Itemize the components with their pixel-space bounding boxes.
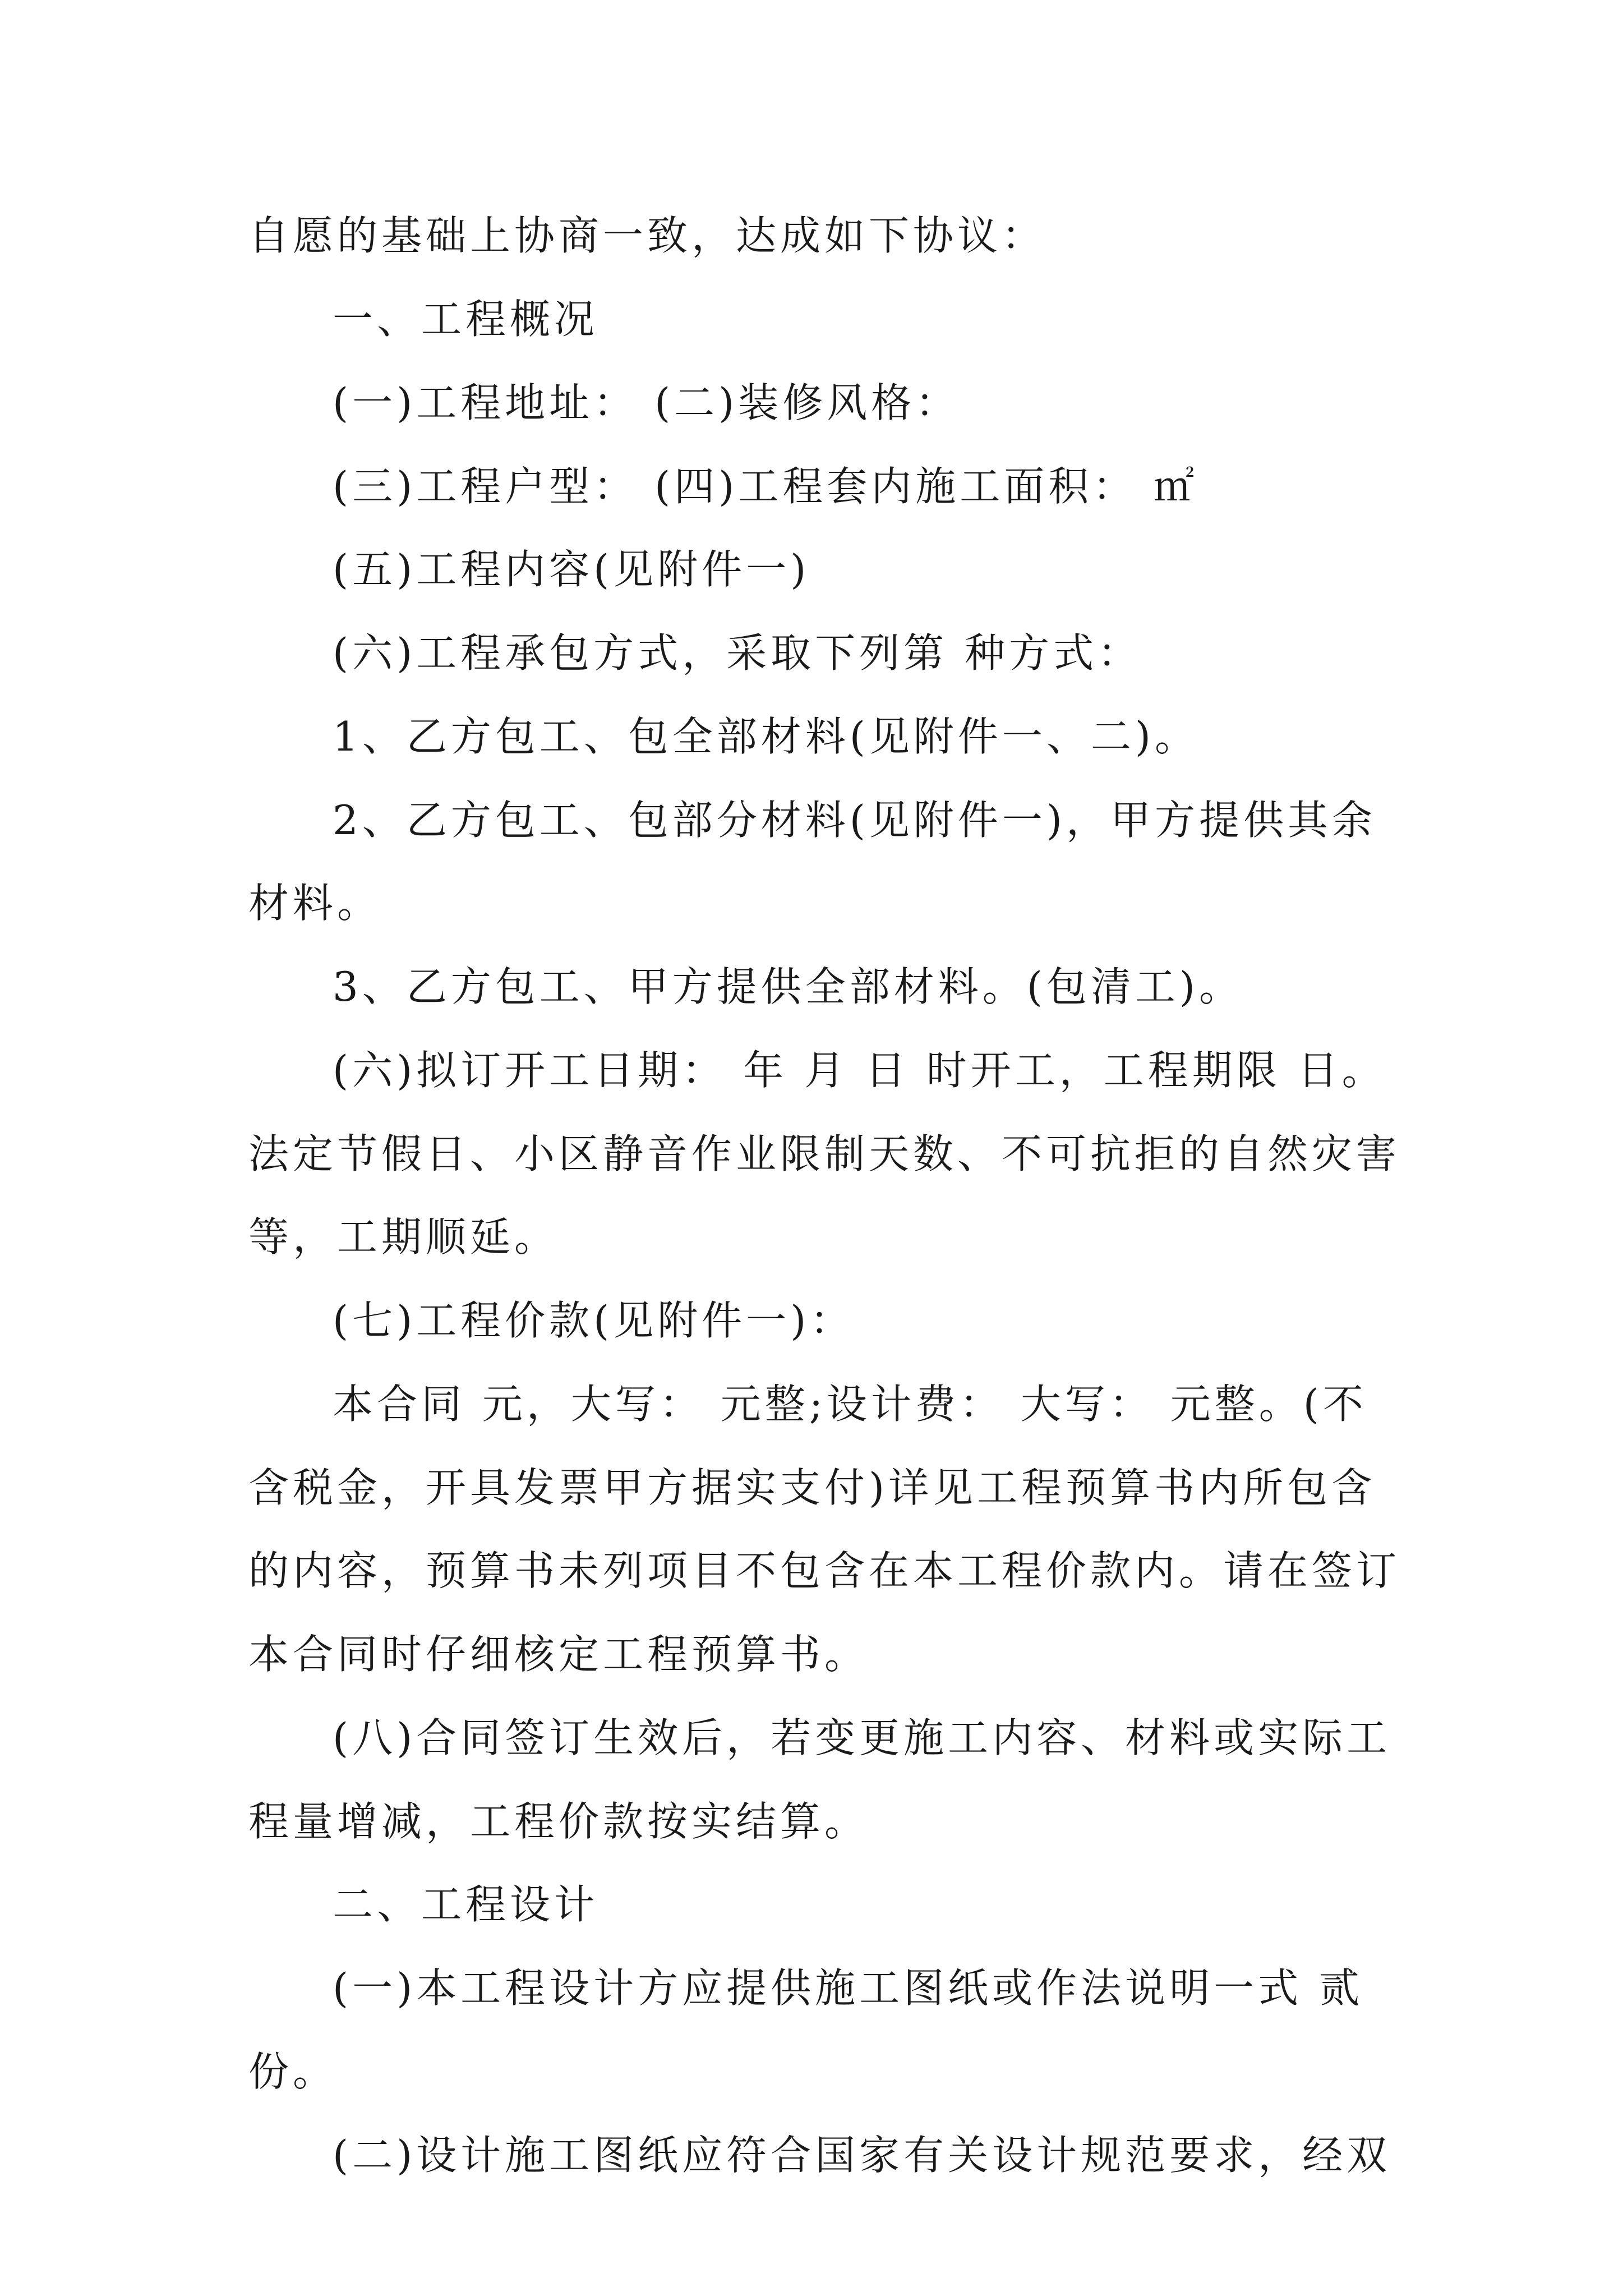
paragraph-line-24: (二)设计施工图纸应符合国家有关设计规范要求，经双 bbox=[333, 2132, 1391, 2179]
paragraph-line-13: 等，工期顺延。 bbox=[248, 1213, 559, 1260]
paragraph-line-7: 1、乙方包工、包全部材料(见附件一、二)。 bbox=[333, 713, 1199, 760]
paragraph-line-1: 自愿的基础上协商一致，达成如下协议： bbox=[248, 212, 1046, 259]
paragraph-line-17: 的内容，预算书未列项目不包含在本工程价款内。请在签订 bbox=[248, 1547, 1401, 1594]
paragraph-line-5: (五)工程内容(见附件一) bbox=[333, 546, 810, 593]
paragraph-line-8: 2、乙方包工、包部分材料(见附件一)，甲方提供其余 bbox=[333, 797, 1376, 844]
paragraph-line-10: 3、乙方包工、甲方提供全部材料。(包清工)。 bbox=[333, 963, 1243, 1010]
paragraph-line-6: (六)工程承包方式，采取下列第 种方式： bbox=[333, 629, 1142, 677]
paragraph-line-20: 程量增减，工程价款按实结算。 bbox=[248, 1798, 869, 1845]
paragraph-line-9: 材料。 bbox=[248, 880, 382, 927]
paragraph-line-12: 法定节假日、小区静音作业限制天数、不可抗拒的自然灾害 bbox=[248, 1130, 1401, 1177]
paragraph-line-15: 本合同 元，大写： 元整;设计费： 大写： 元整。(不 bbox=[333, 1381, 1367, 1428]
paragraph-line-4: (三)工程户型： (四)工程套内施工面积： ㎡ bbox=[333, 463, 1198, 510]
paragraph-line-16: 含税金，开具发票甲方据实支付)详见工程预算书内所包含 bbox=[248, 1464, 1376, 1511]
paragraph-line-19: (八)合同签订生效后，若变更施工内容、材料或实际工 bbox=[333, 1714, 1391, 1761]
paragraph-line-18: 本合同时仔细核定工程预算书。 bbox=[248, 1631, 869, 1678]
paragraph-line-11: (六)拟订开工日期： 年 月 日 时开工，工程期限 日。 bbox=[333, 1047, 1386, 1094]
paragraph-line-3: (一)工程地址： (二)装修风格： bbox=[333, 379, 960, 426]
paragraph-line-23: 份。 bbox=[248, 2048, 338, 2095]
paragraph-line-22: (一)本工程设计方应提供施工图纸或作法说明一式 贰 bbox=[333, 1964, 1364, 2012]
section-heading-design: 二、工程设计 bbox=[333, 1881, 599, 1928]
paragraph-line-14: (七)工程价款(见附件一)： bbox=[333, 1297, 855, 1344]
section-heading-overview: 一、工程概况 bbox=[333, 296, 599, 343]
